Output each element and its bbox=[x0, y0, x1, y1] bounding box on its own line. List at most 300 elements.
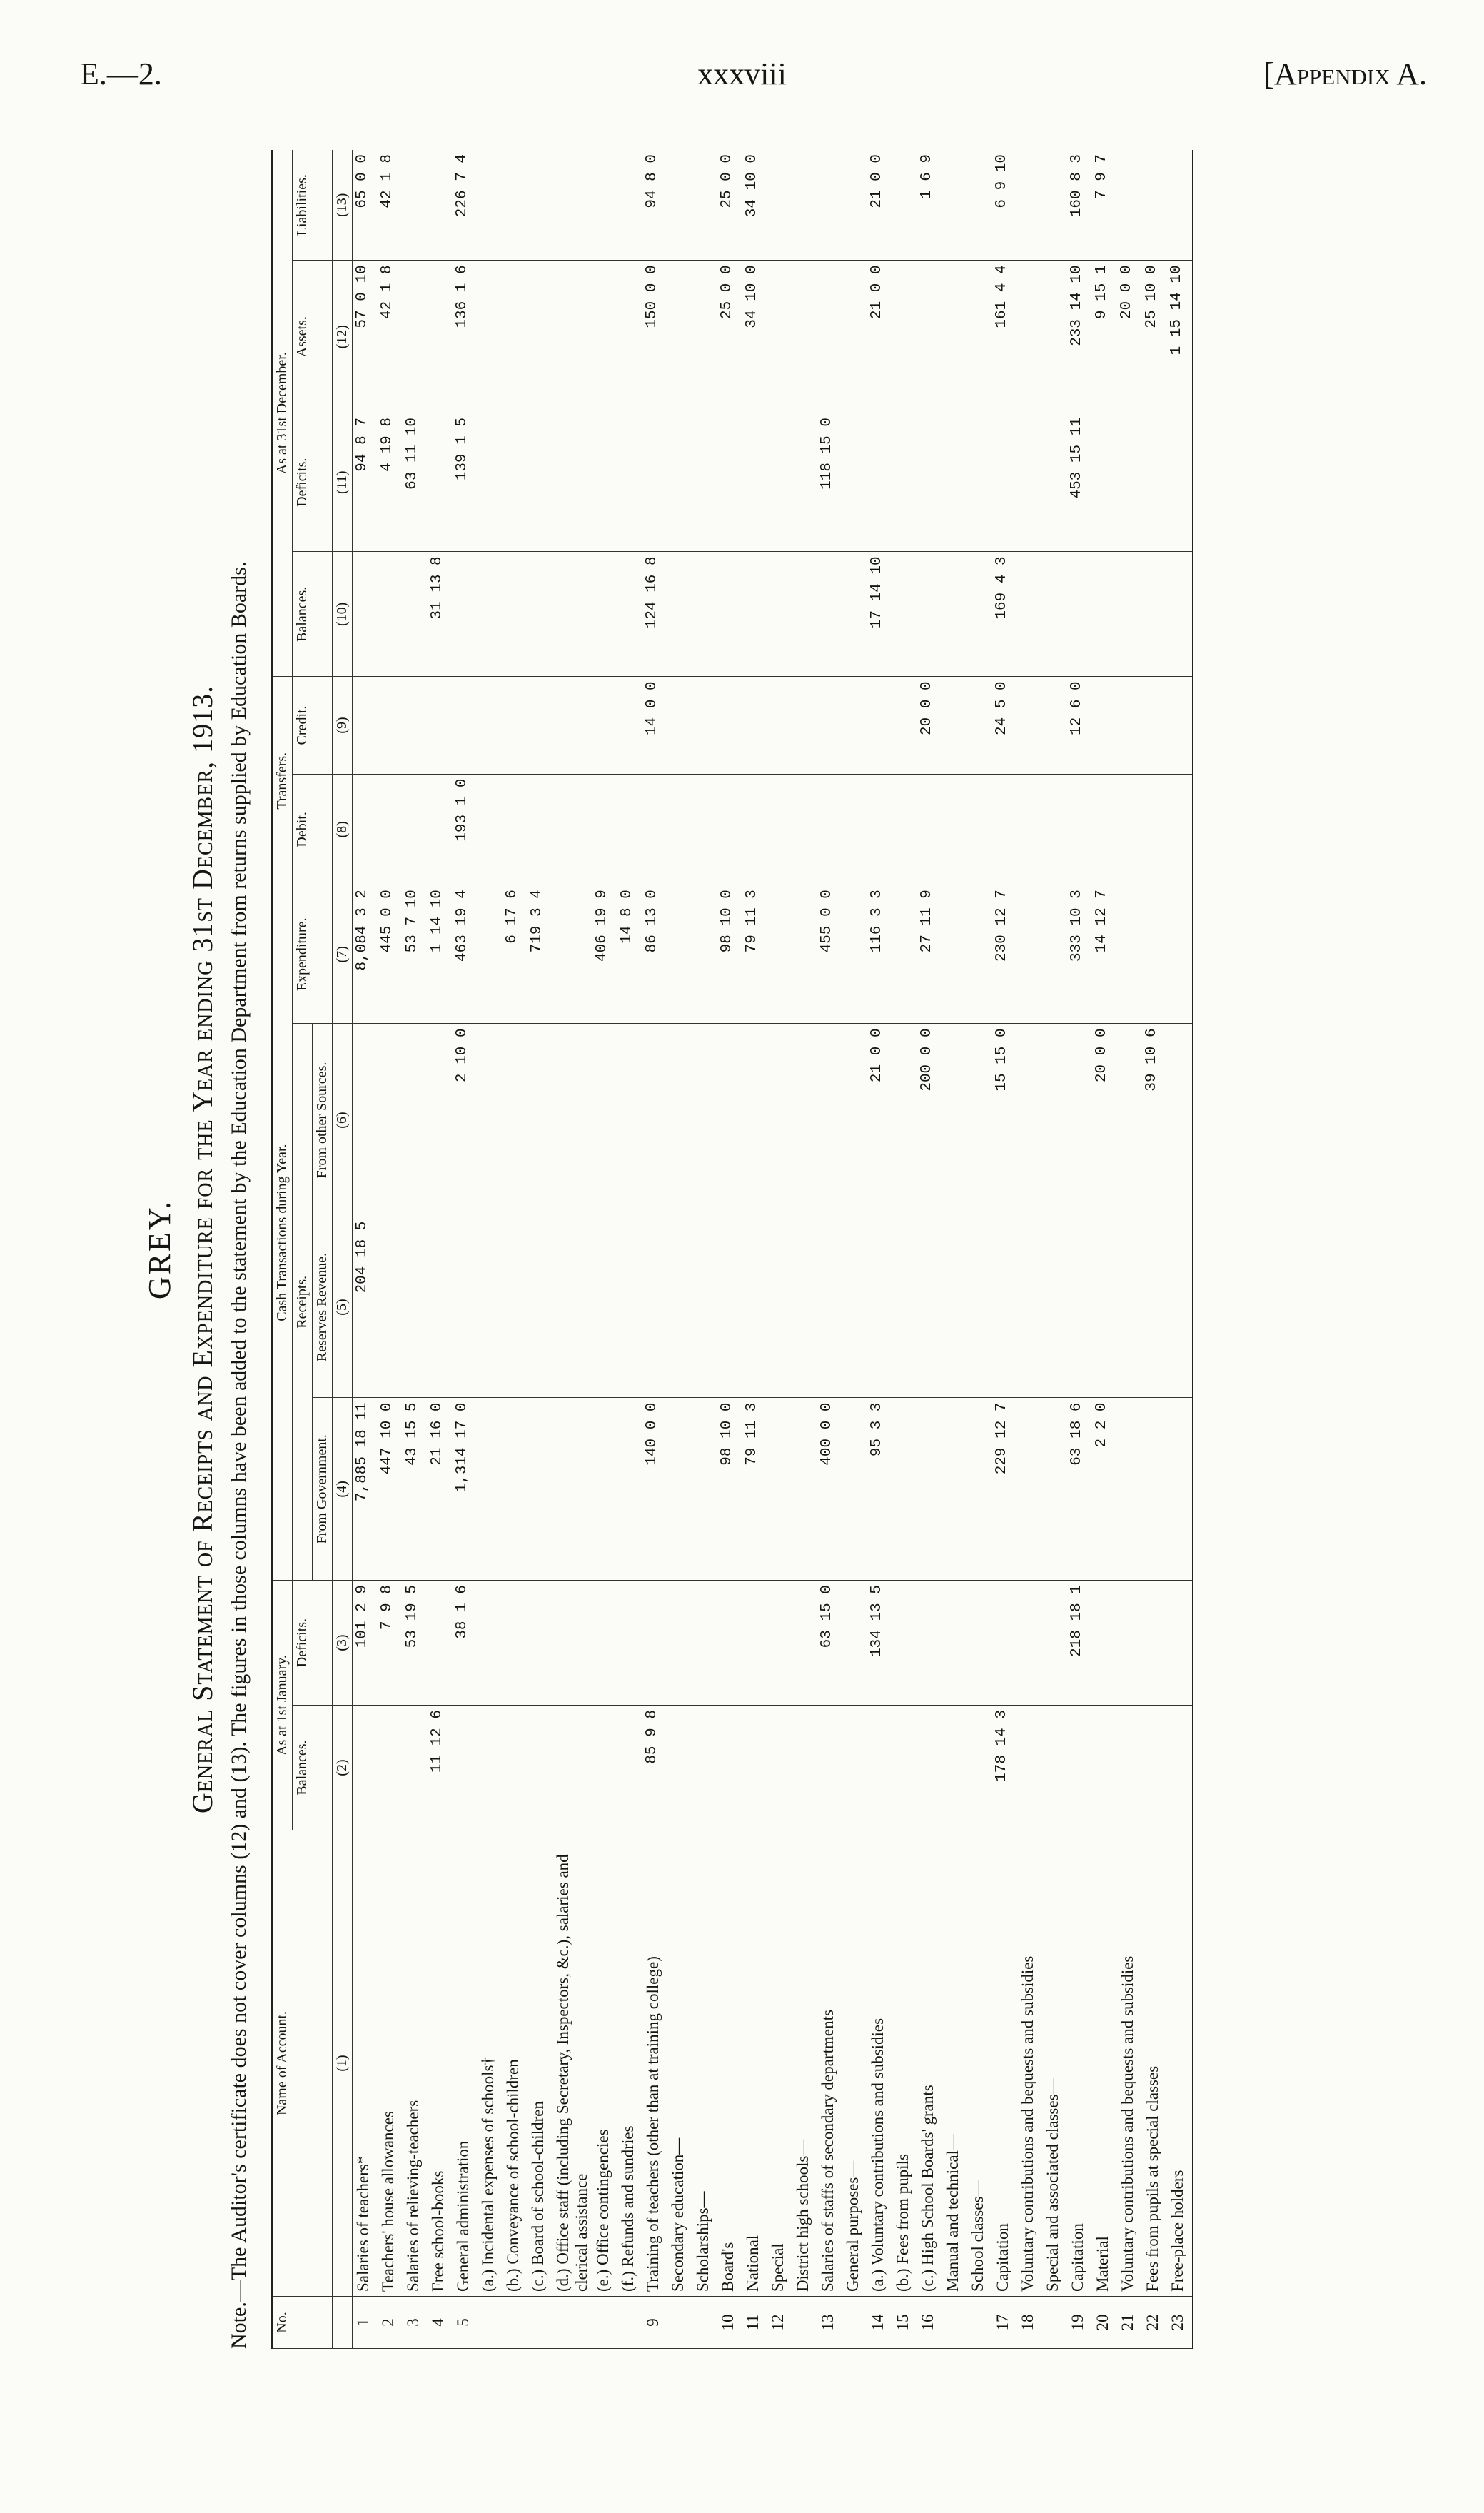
amount-c9 bbox=[1167, 677, 1193, 774]
amount-c10 bbox=[453, 552, 478, 677]
amount-c4: 400 0 0 bbox=[817, 1398, 842, 1581]
amount-c5 bbox=[617, 1217, 642, 1398]
amount-c4 bbox=[1142, 1398, 1167, 1581]
col2-header: Balances. bbox=[293, 1706, 333, 1830]
amount-c10 bbox=[842, 552, 867, 677]
amount-c12: 34 10 0 bbox=[742, 261, 767, 413]
amount-c3 bbox=[667, 1581, 692, 1706]
amount-c10: 17 14 10 bbox=[867, 552, 892, 677]
amount-c13 bbox=[552, 150, 592, 261]
colnum-11: (11) bbox=[333, 413, 353, 552]
amount-c8 bbox=[1067, 774, 1092, 885]
amount-c6 bbox=[478, 1024, 503, 1217]
amount-c3 bbox=[428, 1581, 453, 1706]
table-row bbox=[717, 150, 742, 2349]
table-row bbox=[552, 150, 592, 2349]
amount-c12 bbox=[503, 261, 528, 413]
amount-c11 bbox=[642, 413, 667, 552]
amount-c10 bbox=[378, 552, 403, 677]
row-number: 10 bbox=[717, 2297, 742, 2349]
amount-c12: 20 0 0 bbox=[1117, 261, 1142, 413]
amount-c2 bbox=[917, 1706, 942, 1830]
amount-c12 bbox=[592, 261, 617, 413]
amount-c8 bbox=[642, 774, 667, 885]
amount-c11 bbox=[742, 413, 767, 552]
amount-c10 bbox=[917, 552, 942, 677]
amount-c9 bbox=[967, 677, 992, 774]
amount-c4 bbox=[617, 1398, 642, 1581]
amount-c13: 6 9 10 bbox=[992, 150, 1017, 261]
amount-c3 bbox=[717, 1581, 742, 1706]
amount-c8 bbox=[552, 774, 592, 885]
amount-c10 bbox=[817, 552, 842, 677]
table-row bbox=[1167, 150, 1193, 2349]
table-row bbox=[478, 150, 503, 2349]
amount-c13: 65 0 0 bbox=[353, 150, 378, 261]
amount-c3: 53 19 5 bbox=[403, 1581, 428, 1706]
table-row bbox=[528, 150, 552, 2349]
amount-c13 bbox=[792, 150, 817, 261]
amount-c12: 161 4 4 bbox=[992, 261, 1017, 413]
col11-header: Deficits. bbox=[293, 413, 333, 552]
amount-c12 bbox=[528, 261, 552, 413]
amount-c10 bbox=[353, 552, 378, 677]
amount-c5 bbox=[1017, 1217, 1042, 1398]
cash-group-header: Cash Transactions during Year. bbox=[272, 885, 293, 1581]
amount-c11 bbox=[867, 413, 892, 552]
amount-c8 bbox=[792, 774, 817, 885]
amount-c8 bbox=[717, 774, 742, 885]
amount-c5 bbox=[967, 1217, 992, 1398]
dec-group-header: As at 31st December. bbox=[272, 150, 293, 677]
row-number: 1 bbox=[353, 2297, 378, 2349]
col3-header: Deficits. bbox=[293, 1581, 333, 1706]
amount-c6 bbox=[528, 1024, 552, 1217]
amount-c9: 12 6 0 bbox=[1067, 677, 1092, 774]
row-number: 18 bbox=[1017, 2297, 1042, 2349]
amount-c12: 25 0 0 bbox=[717, 261, 742, 413]
amount-c10 bbox=[967, 552, 992, 677]
amount-c11 bbox=[1092, 413, 1117, 552]
amount-c3 bbox=[942, 1581, 967, 1706]
amount-c11: 63 11 10 bbox=[403, 413, 428, 552]
amount-c7 bbox=[967, 885, 992, 1024]
row-number bbox=[503, 2297, 528, 2349]
amount-c4 bbox=[592, 1398, 617, 1581]
amount-c10 bbox=[528, 552, 552, 677]
amount-c8 bbox=[892, 774, 917, 885]
row-number: 20 bbox=[1092, 2297, 1117, 2349]
amount-c8 bbox=[967, 774, 992, 885]
table-row bbox=[892, 150, 917, 2349]
amount-c6 bbox=[642, 1024, 667, 1217]
account-name: Salaries of staffs of secondary departments bbox=[817, 1830, 842, 2297]
amount-c6: 20 0 0 bbox=[1092, 1024, 1117, 1217]
amount-c11 bbox=[917, 413, 942, 552]
amount-c2 bbox=[892, 1706, 917, 1830]
amount-c6 bbox=[1117, 1024, 1142, 1217]
amount-c11 bbox=[1017, 413, 1042, 552]
amount-c8 bbox=[617, 774, 642, 885]
amount-c11 bbox=[552, 413, 592, 552]
row-number: 19 bbox=[1067, 2297, 1092, 2349]
amount-c3 bbox=[503, 1581, 528, 1706]
row-number bbox=[617, 2297, 642, 2349]
amount-c4 bbox=[917, 1398, 942, 1581]
amount-c5 bbox=[1142, 1217, 1167, 1398]
amount-c10 bbox=[742, 552, 767, 677]
amount-c7: 445 0 0 bbox=[378, 885, 403, 1024]
account-name: Special bbox=[767, 1830, 792, 2297]
amount-c6 bbox=[1042, 1024, 1067, 1217]
amount-c11: 453 15 11 bbox=[1067, 413, 1092, 552]
table-row bbox=[1092, 150, 1117, 2349]
amount-c2 bbox=[767, 1706, 792, 1830]
row-number bbox=[792, 2297, 817, 2349]
table-row bbox=[503, 150, 528, 2349]
col5-header: Reserves Revenue. bbox=[313, 1217, 333, 1398]
amount-c6 bbox=[667, 1024, 692, 1217]
amount-c2 bbox=[717, 1706, 742, 1830]
amount-c10 bbox=[1167, 552, 1193, 677]
amount-c9 bbox=[867, 677, 892, 774]
table-row bbox=[967, 150, 992, 2349]
amount-c8 bbox=[992, 774, 1017, 885]
amount-c5 bbox=[1117, 1217, 1142, 1398]
amount-c10: 31 13 8 bbox=[428, 552, 453, 677]
amount-c3 bbox=[992, 1581, 1017, 1706]
account-name: Secondary education— bbox=[667, 1830, 692, 2297]
amount-c8 bbox=[353, 774, 378, 885]
amount-c13: 226 7 4 bbox=[453, 150, 478, 261]
amount-c4 bbox=[1017, 1398, 1042, 1581]
amount-c4 bbox=[1117, 1398, 1142, 1581]
amount-c5 bbox=[892, 1217, 917, 1398]
amount-c13 bbox=[1167, 150, 1193, 261]
table-row bbox=[453, 150, 478, 2349]
amount-c10 bbox=[942, 552, 967, 677]
row-number bbox=[942, 2297, 967, 2349]
amount-c9 bbox=[353, 677, 378, 774]
amount-c4: 1,314 17 0 bbox=[453, 1398, 478, 1581]
amount-c4: 63 18 6 bbox=[1067, 1398, 1092, 1581]
amount-c9 bbox=[617, 677, 642, 774]
amount-c6 bbox=[378, 1024, 403, 1217]
amount-c10 bbox=[1092, 552, 1117, 677]
amount-c4: 229 12 7 bbox=[992, 1398, 1017, 1581]
amount-c5 bbox=[378, 1217, 403, 1398]
colnum-4: (4) bbox=[333, 1398, 353, 1581]
amount-c2 bbox=[592, 1706, 617, 1830]
amount-c13 bbox=[767, 150, 792, 261]
amount-c7: 116 3 3 bbox=[867, 885, 892, 1024]
amount-c6 bbox=[792, 1024, 817, 1217]
col7-header: Expenditure. bbox=[293, 885, 333, 1024]
amount-c5 bbox=[842, 1217, 867, 1398]
account-name: General administration bbox=[453, 1830, 478, 2297]
colnum-13: (13) bbox=[333, 150, 353, 261]
account-name: (e.) Office contingencies bbox=[592, 1830, 617, 2297]
amount-c8 bbox=[742, 774, 767, 885]
row-number: 15 bbox=[892, 2297, 917, 2349]
amount-c11 bbox=[992, 413, 1017, 552]
amount-c4 bbox=[692, 1398, 717, 1581]
row-number: 17 bbox=[992, 2297, 1017, 2349]
amount-c9 bbox=[403, 677, 428, 774]
account-name: Free school-books bbox=[428, 1830, 453, 2297]
amount-c7: 53 7 10 bbox=[403, 885, 428, 1024]
table-row bbox=[917, 150, 942, 2349]
amount-c6 bbox=[817, 1024, 842, 1217]
amount-c13: 25 0 0 bbox=[717, 150, 742, 261]
amount-c2 bbox=[867, 1706, 892, 1830]
amount-c4 bbox=[792, 1398, 817, 1581]
row-number bbox=[478, 2297, 503, 2349]
auditor-note: Note.—The Auditor's certificate does not cover columns (12) and (13). The figures in those columns have been added to the statement by the Education Department from returns supplied by Education Boards. bbox=[227, 561, 251, 2349]
amount-c7 bbox=[1117, 885, 1142, 1024]
amount-c3 bbox=[478, 1581, 503, 1706]
account-name: (a.) Incidental expenses of schools† bbox=[478, 1830, 503, 2297]
amount-c7: 406 19 9 bbox=[592, 885, 617, 1024]
table-row bbox=[1017, 150, 1042, 2349]
amount-c13 bbox=[967, 150, 992, 261]
account-name: Capitation bbox=[1067, 1830, 1092, 2297]
amount-c10 bbox=[1117, 552, 1142, 677]
account-name: (f.) Refunds and sundries bbox=[617, 1830, 642, 2297]
amount-c4 bbox=[503, 1398, 528, 1581]
amount-c11: 94 8 7 bbox=[353, 413, 378, 552]
amount-c3: 63 15 0 bbox=[817, 1581, 842, 1706]
amount-c7 bbox=[892, 885, 917, 1024]
amount-c10 bbox=[552, 552, 592, 677]
amount-c2 bbox=[742, 1706, 767, 1830]
amount-c12 bbox=[767, 261, 792, 413]
amount-c12 bbox=[967, 261, 992, 413]
statement-title: General Statement of Receipts and Expenditure for the Year ending 31st December, 1913. bbox=[186, 685, 218, 1814]
account-name: Board's bbox=[717, 1830, 742, 2297]
page-number: xxxviii bbox=[697, 56, 787, 91]
table-row bbox=[403, 150, 428, 2349]
amount-c11: 4 19 8 bbox=[378, 413, 403, 552]
amount-c12: 25 10 0 bbox=[1142, 261, 1167, 413]
amount-c9 bbox=[592, 677, 617, 774]
amount-c6 bbox=[692, 1024, 717, 1217]
row-number: 2 bbox=[378, 2297, 403, 2349]
amount-c5 bbox=[552, 1217, 592, 1398]
amount-c2 bbox=[528, 1706, 552, 1830]
amount-c7 bbox=[552, 885, 592, 1024]
amount-c13 bbox=[942, 150, 967, 261]
amount-c12 bbox=[917, 261, 942, 413]
amount-c3: 218 18 1 bbox=[1067, 1581, 1092, 1706]
amount-c6: 21 0 0 bbox=[867, 1024, 892, 1217]
amount-c8 bbox=[1142, 774, 1167, 885]
amount-c10 bbox=[1042, 552, 1067, 677]
amount-c8 bbox=[667, 774, 692, 885]
amount-c13 bbox=[817, 150, 842, 261]
amount-c6 bbox=[767, 1024, 792, 1217]
amount-c9 bbox=[1142, 677, 1167, 774]
amount-c11 bbox=[1117, 413, 1142, 552]
amount-c12 bbox=[817, 261, 842, 413]
amount-c11 bbox=[842, 413, 867, 552]
amount-c4: 98 10 0 bbox=[717, 1398, 742, 1581]
amount-c3 bbox=[552, 1581, 592, 1706]
amount-c5 bbox=[917, 1217, 942, 1398]
amount-c9 bbox=[817, 677, 842, 774]
amount-c2 bbox=[667, 1706, 692, 1830]
table-row bbox=[617, 150, 642, 2349]
table-row bbox=[942, 150, 967, 2349]
amount-c5 bbox=[667, 1217, 692, 1398]
account-name: Capitation bbox=[992, 1830, 1017, 2297]
amount-c3 bbox=[742, 1581, 767, 1706]
amount-c13 bbox=[528, 150, 552, 261]
colnum-7: (7) bbox=[333, 885, 353, 1024]
amount-c11 bbox=[428, 413, 453, 552]
amount-c3 bbox=[617, 1581, 642, 1706]
amount-c11 bbox=[767, 413, 792, 552]
amount-c4 bbox=[967, 1398, 992, 1581]
amount-c3: 134 13 5 bbox=[867, 1581, 892, 1706]
amount-c8 bbox=[528, 774, 552, 885]
amount-c3 bbox=[767, 1581, 792, 1706]
amount-c12: 136 1 6 bbox=[453, 261, 478, 413]
row-number: 4 bbox=[428, 2297, 453, 2349]
amount-c5 bbox=[592, 1217, 617, 1398]
amount-c6: 200 0 0 bbox=[917, 1024, 942, 1217]
amount-c10 bbox=[1017, 552, 1042, 677]
amount-c7 bbox=[1142, 885, 1167, 1024]
col4-header: From Government. bbox=[313, 1398, 333, 1581]
amount-c3 bbox=[967, 1581, 992, 1706]
amount-c2: 11 12 6 bbox=[428, 1706, 453, 1830]
col12-header: Assets. bbox=[293, 261, 333, 413]
amount-c8 bbox=[692, 774, 717, 885]
appendix-label: [Appendix A. bbox=[1263, 56, 1427, 91]
amount-c11 bbox=[528, 413, 552, 552]
table-row bbox=[867, 150, 892, 2349]
amount-c8 bbox=[428, 774, 453, 885]
amount-c2 bbox=[1017, 1706, 1042, 1830]
amount-c7: 14 12 7 bbox=[1092, 885, 1117, 1024]
amount-c13 bbox=[1017, 150, 1042, 261]
amount-c5 bbox=[528, 1217, 552, 1398]
amount-c8 bbox=[1167, 774, 1193, 885]
amount-c9 bbox=[717, 677, 742, 774]
amount-c4 bbox=[1042, 1398, 1067, 1581]
col8-header: Debit. bbox=[293, 774, 333, 885]
board-title: GREY. bbox=[142, 1199, 177, 1300]
amount-c10: 169 4 3 bbox=[992, 552, 1017, 677]
amount-c6 bbox=[503, 1024, 528, 1217]
amount-c8 bbox=[942, 774, 967, 885]
row-number bbox=[967, 2297, 992, 2349]
amount-c12 bbox=[692, 261, 717, 413]
row-number bbox=[592, 2297, 617, 2349]
amount-c2: 178 14 3 bbox=[992, 1706, 1017, 1830]
amount-c8 bbox=[1017, 774, 1042, 885]
table-row bbox=[667, 150, 692, 2349]
colnum-9: (9) bbox=[333, 677, 353, 774]
amount-c3 bbox=[1042, 1581, 1067, 1706]
amount-c11 bbox=[792, 413, 817, 552]
amount-c7 bbox=[667, 885, 692, 1024]
amount-c4 bbox=[942, 1398, 967, 1581]
account-name: Special and associated classes— bbox=[1042, 1830, 1067, 2297]
amount-c4: 2 2 0 bbox=[1092, 1398, 1117, 1581]
amount-c3 bbox=[592, 1581, 617, 1706]
row-number: 16 bbox=[917, 2297, 942, 2349]
amount-c2 bbox=[967, 1706, 992, 1830]
amount-c6 bbox=[1067, 1024, 1092, 1217]
amount-c6: 15 15 0 bbox=[992, 1024, 1017, 1217]
amount-c5 bbox=[717, 1217, 742, 1398]
amount-c7 bbox=[1017, 885, 1042, 1024]
col9-header: Credit. bbox=[293, 677, 333, 774]
account-name: Salaries of teachers* bbox=[353, 1830, 378, 2297]
amount-c10 bbox=[792, 552, 817, 677]
amount-c5 bbox=[767, 1217, 792, 1398]
amount-c12 bbox=[792, 261, 817, 413]
amount-c7 bbox=[792, 885, 817, 1024]
amount-c4: 43 15 5 bbox=[403, 1398, 428, 1581]
amount-c9 bbox=[453, 677, 478, 774]
colnum-1: (1) bbox=[333, 1830, 353, 2297]
amount-c3 bbox=[917, 1581, 942, 1706]
amount-c3 bbox=[1117, 1581, 1142, 1706]
amount-c9 bbox=[942, 677, 967, 774]
amount-c5 bbox=[1167, 1217, 1193, 1398]
amount-c6 bbox=[717, 1024, 742, 1217]
amount-c7 bbox=[942, 885, 967, 1024]
amount-c11 bbox=[717, 413, 742, 552]
amount-c3 bbox=[1167, 1581, 1193, 1706]
receipts-header: Receipts. bbox=[293, 1024, 313, 1581]
row-number: 12 bbox=[767, 2297, 792, 2349]
amount-c13 bbox=[892, 150, 917, 261]
amount-c5 bbox=[867, 1217, 892, 1398]
amount-c13: 21 0 0 bbox=[867, 150, 892, 261]
amount-c6 bbox=[967, 1024, 992, 1217]
amount-c7 bbox=[767, 885, 792, 1024]
amount-c10 bbox=[617, 552, 642, 677]
amount-c5 bbox=[1067, 1217, 1092, 1398]
amount-c3 bbox=[792, 1581, 817, 1706]
col13-header: Liabilities. bbox=[293, 150, 333, 261]
account-name: Material bbox=[1092, 1830, 1117, 2297]
amount-c13 bbox=[842, 150, 867, 261]
account-name: (c.) Board of school-children bbox=[528, 1830, 552, 2297]
page-code: E.—2. bbox=[80, 56, 162, 91]
amount-c13: 94 8 0 bbox=[642, 150, 667, 261]
amount-c11 bbox=[942, 413, 967, 552]
amount-c8 bbox=[378, 774, 403, 885]
amount-c4 bbox=[552, 1398, 592, 1581]
amount-c2 bbox=[403, 1706, 428, 1830]
table-row bbox=[592, 150, 617, 2349]
amount-c2 bbox=[453, 1706, 478, 1830]
amount-c2 bbox=[842, 1706, 867, 1830]
amount-c5 bbox=[642, 1217, 667, 1398]
amount-c12 bbox=[842, 261, 867, 413]
amount-c2 bbox=[503, 1706, 528, 1830]
amount-c9 bbox=[892, 677, 917, 774]
amount-c7 bbox=[478, 885, 503, 1024]
account-name: (b.) Fees from pupils bbox=[892, 1830, 917, 2297]
row-number bbox=[842, 2297, 867, 2349]
amount-c3 bbox=[892, 1581, 917, 1706]
